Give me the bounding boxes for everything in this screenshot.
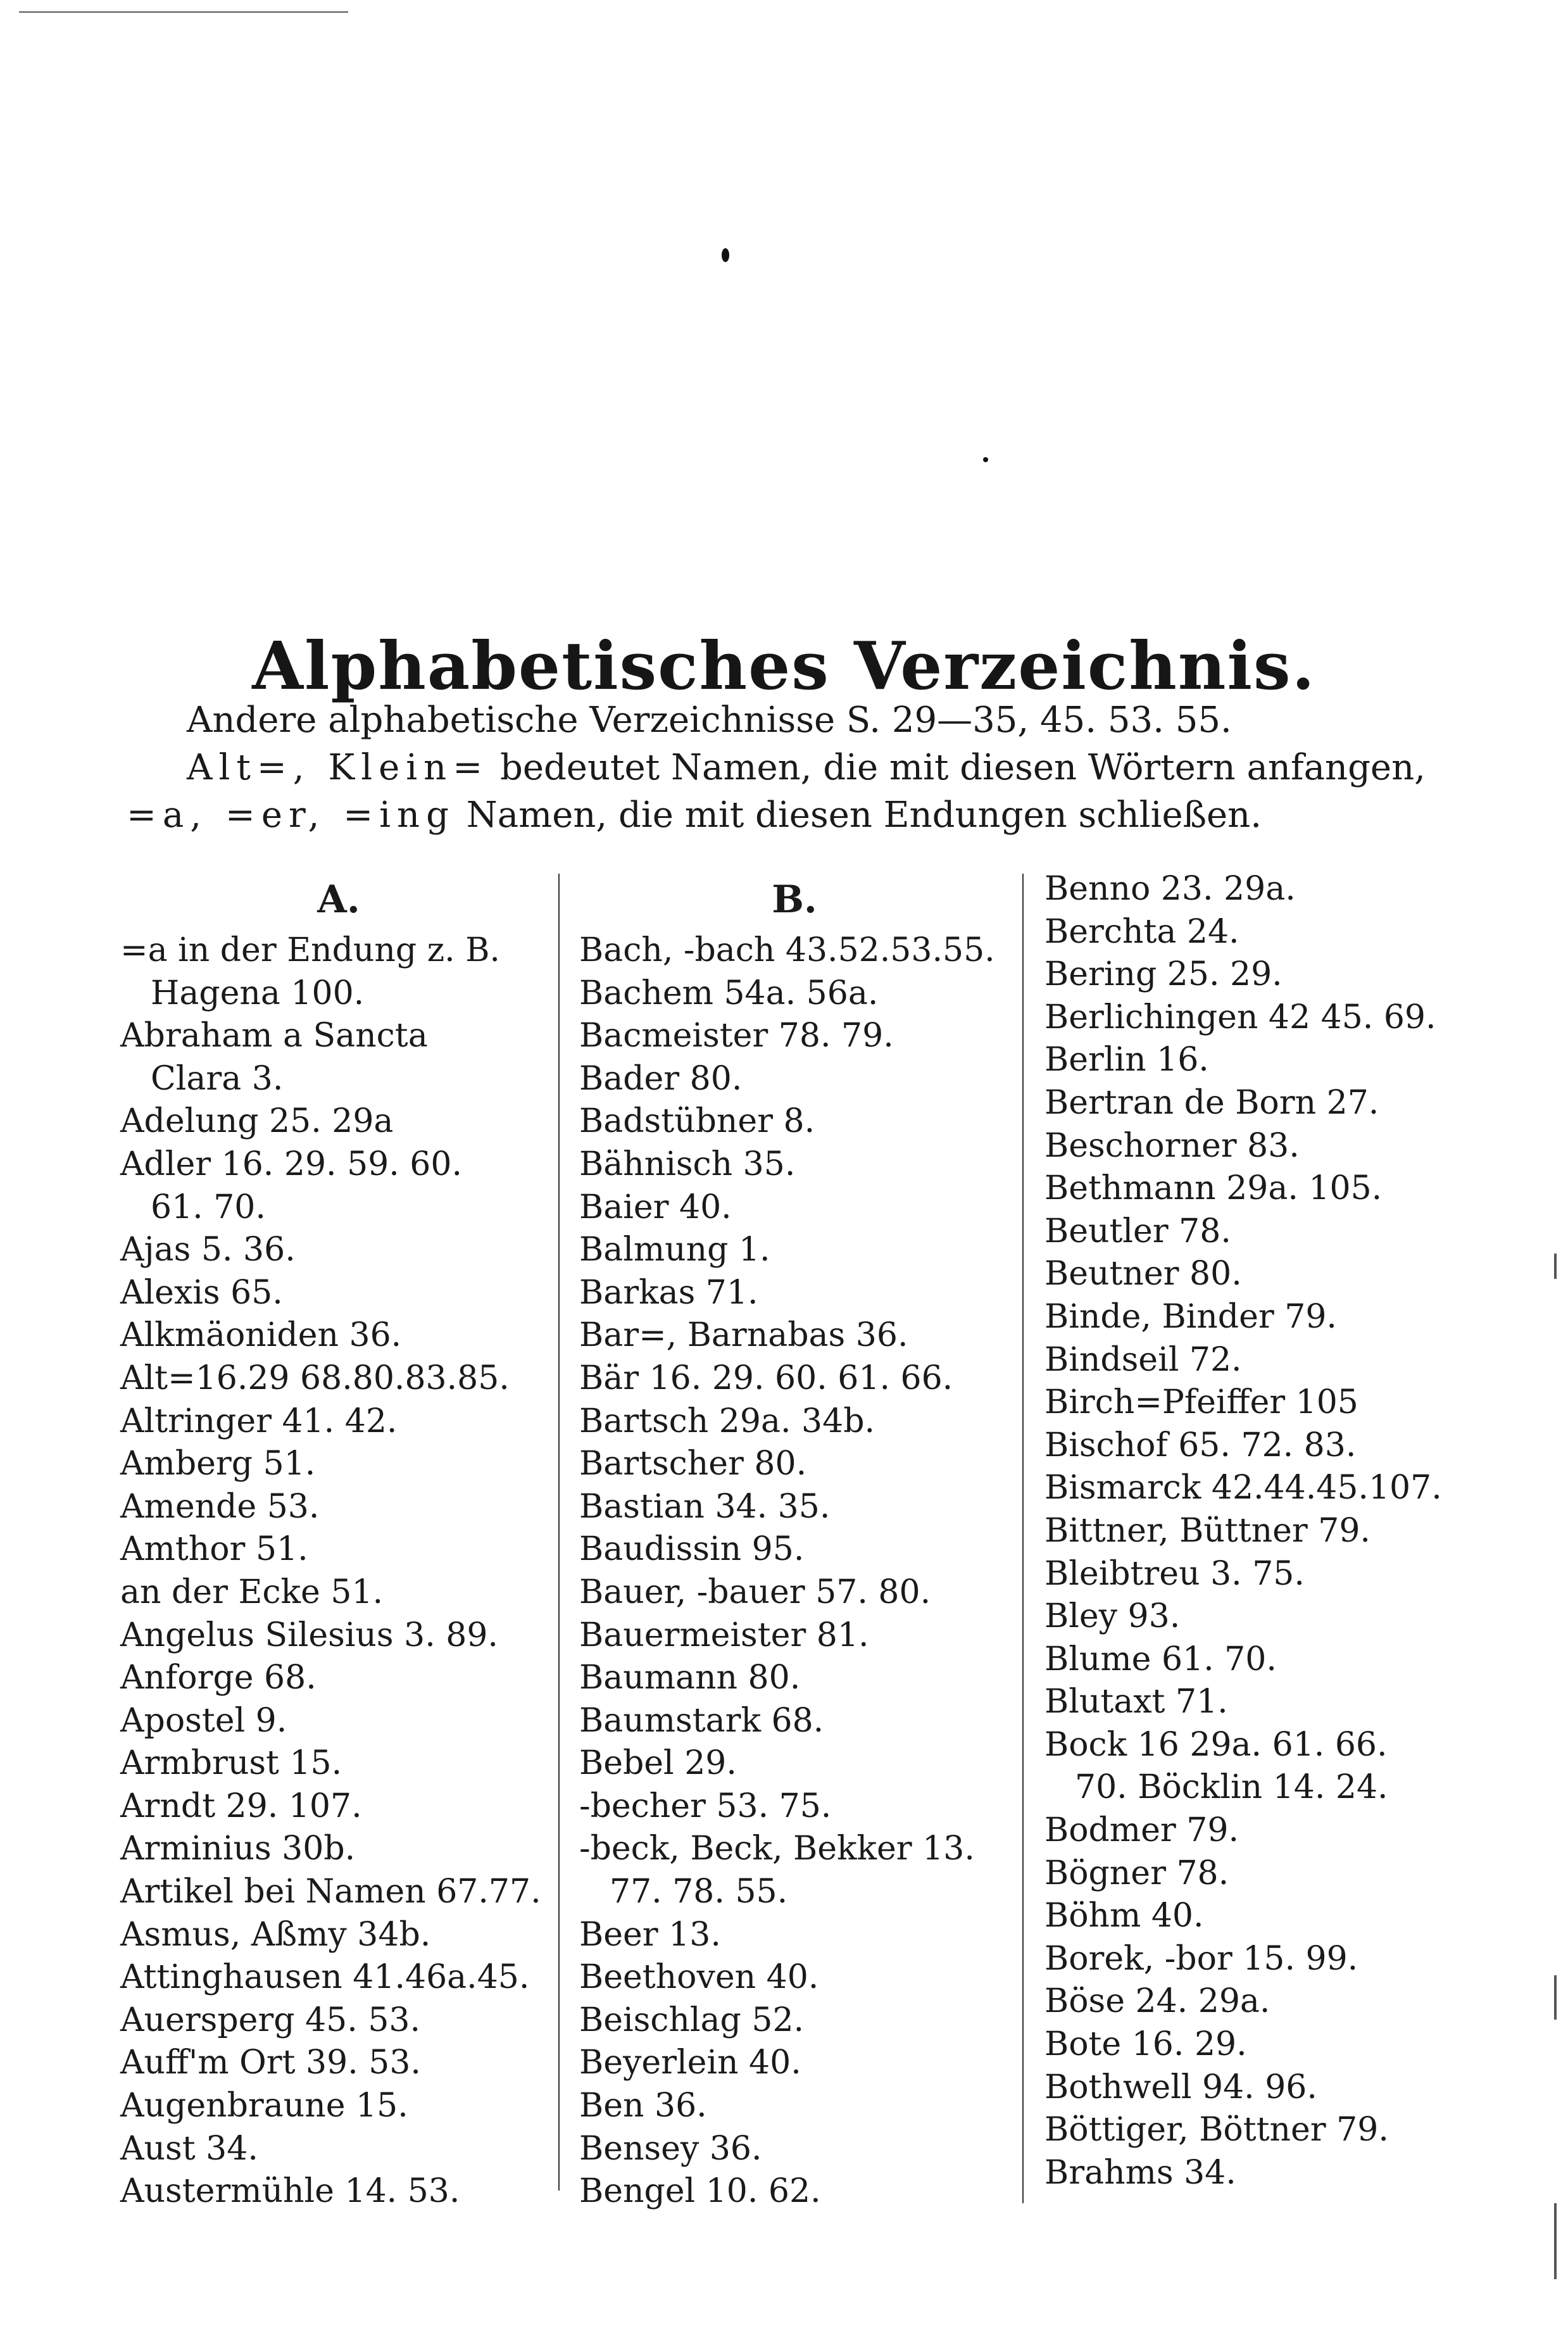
index-entry: Alkmäoniden 36. xyxy=(120,1316,402,1355)
column-heading-b: B. xyxy=(772,877,817,922)
index-entry: Bähnisch 35. xyxy=(579,1145,796,1183)
index-entry: Bauermeister 81. xyxy=(579,1616,869,1654)
index-entry: Bock 16 29a. 61. 66. xyxy=(1044,1725,1388,1764)
index-entry: Auersperg 45. 53. xyxy=(120,2001,421,2039)
index-entry: Badstübner 8. xyxy=(579,1102,815,1141)
intro-line-2 xyxy=(127,744,1462,791)
index-entry: Baumstark 68. xyxy=(579,1701,824,1740)
index-entry: Amberg 51. xyxy=(120,1445,316,1483)
intro-line-3-prefix: =a, =er, =ing xyxy=(127,795,455,836)
intro-line-1: Andere alphabetische Verzeichnisse S. 29—35, 45. 53. 55. xyxy=(187,700,1232,741)
index-entry: Binde, Binder 79. xyxy=(1044,1297,1337,1336)
index-entry: Bismarck 42.44.45.107. xyxy=(1044,1469,1442,1507)
index-entry: Beutner 80. xyxy=(1044,1255,1242,1293)
index-entry: Attinghausen 41.46a.45. xyxy=(120,1958,530,1997)
index-entry-continuation: 61. 70. xyxy=(151,1188,266,1226)
intro-line-2-prefix: Alt=, Klein= xyxy=(187,747,489,788)
index-entry: Bethmann 29a. 105. xyxy=(1044,1169,1383,1208)
index-entry: Bley 93. xyxy=(1044,1597,1181,1636)
index-entry: Bach, -bach 43.52.53.55. xyxy=(579,931,995,969)
intro-line-3-rest: Namen, die mit diesen Endungen schließen. xyxy=(455,795,1262,836)
index-entry: Berchta 24. xyxy=(1044,912,1239,951)
index-entry: Ajas 5. 36. xyxy=(120,1231,296,1269)
index-entry: Bartsch 29a. 34b. xyxy=(579,1402,875,1440)
index-entry: Beutler 78. xyxy=(1044,1212,1231,1250)
index-entry-continuation: 77. 78. 55. xyxy=(610,1873,788,1911)
index-entry: Birch=Pfeiffer 105 xyxy=(1044,1383,1358,1422)
index-entry: Bering 25. 29. xyxy=(1044,955,1283,994)
index-entry: Apostel 9. xyxy=(120,1701,287,1740)
print-speck-2 xyxy=(983,457,988,462)
index-entry: Brahms 34. xyxy=(1044,2153,1236,2192)
index-entry: Beschorner 83. xyxy=(1044,1126,1300,1165)
index-entry: Bachem 54a. 56a. xyxy=(579,974,879,1012)
index-entry: Adler 16. 29. 59. 60. xyxy=(120,1145,463,1183)
index-entry-continuation: Clara 3. xyxy=(151,1059,284,1098)
index-entry: Amende 53. xyxy=(120,1487,320,1526)
index-entry: Ben 36. xyxy=(579,2087,707,2125)
top-edge-rule xyxy=(19,11,348,13)
index-entry: Auff'm Ort 39. 53. xyxy=(120,2044,421,2082)
index-entry: Balmung 1. xyxy=(579,1231,770,1269)
index-entry: Bittner, Büttner 79. xyxy=(1044,1511,1370,1550)
index-entry: Aust 34. xyxy=(120,2129,258,2168)
index-entry: Bleibtreu 3. 75. xyxy=(1044,1554,1305,1593)
index-entry: Anforge 68. xyxy=(120,1659,317,1697)
index-entry: Bacmeister 78. 79. xyxy=(579,1017,894,1055)
index-entry: Bodmer 79. xyxy=(1044,1811,1239,1850)
intro-paragraph xyxy=(127,696,1462,839)
index-entry: Bartscher 80. xyxy=(579,1445,807,1483)
index-entry: Beer 13. xyxy=(579,1915,721,1954)
index-column-b xyxy=(579,871,1010,2213)
index-entry: Artikel bei Namen 67.77. xyxy=(120,1873,541,1911)
index-entry: Bar=, Barnabas 36. xyxy=(579,1316,908,1355)
index-entry: Altringer 41. 42. xyxy=(120,1402,398,1440)
index-entry-continuation: 70. Böcklin 14. 24. xyxy=(1075,1768,1388,1807)
index-entry-continuation: Hagena 100. xyxy=(151,974,365,1012)
index-entry: Blume 61. 70. xyxy=(1044,1640,1277,1678)
print-speck-1 xyxy=(722,248,729,262)
index-entry: Böttiger, Böttner 79. xyxy=(1044,2111,1389,2149)
index-column-b-continued xyxy=(1044,868,1488,2194)
index-column-a xyxy=(120,871,557,2213)
index-entry: Abraham a Sancta xyxy=(120,1017,428,1055)
index-entry: Benno 23. 29a. xyxy=(1044,870,1296,908)
index-entry: Armbrust 15. xyxy=(120,1744,342,1783)
column-divider-2 xyxy=(1022,874,1024,2203)
index-entry: Bär 16. 29. 60. 61. 66. xyxy=(579,1359,953,1397)
index-entry: Alt=16.29 68.80.83.85. xyxy=(120,1359,510,1397)
index-entry: Baumann 80. xyxy=(579,1659,801,1697)
index-entry: Bischof 65. 72. 83. xyxy=(1044,1426,1357,1464)
index-entry: Bögner 78. xyxy=(1044,1854,1229,1892)
index-entry: Amthor 51. xyxy=(120,1530,308,1569)
index-entry: Bindseil 72. xyxy=(1044,1340,1242,1379)
index-entry: =a in der Endung z. B. xyxy=(120,931,500,969)
index-entry: Blutaxt 71. xyxy=(1044,1683,1228,1721)
page-title: Alphabetisches Verzeichnis. xyxy=(252,626,1316,705)
index-entry: Arminius 30b. xyxy=(120,1830,356,1868)
index-entry: -beck, Beck, Bekker 13. xyxy=(579,1830,975,1868)
column-divider-1 xyxy=(558,874,560,2191)
index-entry: Baier 40. xyxy=(579,1188,732,1226)
index-entry: Baudissin 95. xyxy=(579,1530,805,1569)
index-entry: Beyerlein 40. xyxy=(579,2044,801,2082)
intro-line-2-rest: bedeutet Namen, die mit diesen Wörtern anfangen, xyxy=(489,747,1426,788)
index-entry: Borek, -bor 15. 99. xyxy=(1044,1939,1358,1978)
index-entry: Austermühle 14. 53. xyxy=(120,2172,460,2211)
index-entry: Bader 80. xyxy=(579,1059,743,1098)
index-entry: Böhm 40. xyxy=(1044,1897,1204,1935)
index-entry: Bertran de Born 27. xyxy=(1044,1083,1379,1122)
index-entry: Böse 24. 29a. xyxy=(1044,1982,1270,2021)
edge-mark-3 xyxy=(1554,2203,1557,2279)
index-entry: Angelus Silesius 3. 89. xyxy=(120,1616,498,1654)
index-entry: Bengel 10. 62. xyxy=(579,2172,821,2211)
edge-mark-1 xyxy=(1554,1254,1557,1279)
column-heading-a: A. xyxy=(317,877,360,922)
intro-line-3 xyxy=(127,791,1462,839)
index-entry: Arndt 29. 107. xyxy=(120,1787,362,1825)
index-entry: Asmus, Aßmy 34b. xyxy=(120,1915,431,1954)
index-entry: Bothwell 94. 96. xyxy=(1044,2068,1317,2106)
index-entry: Beischlag 52. xyxy=(579,2001,805,2039)
index-entry: Bensey 36. xyxy=(579,2129,762,2168)
index-entry: Alexis 65. xyxy=(120,1273,283,1312)
index-entry: Bote 16. 29. xyxy=(1044,2025,1247,2064)
index-entry: -becher 53. 75. xyxy=(579,1787,832,1825)
index-entry: Bauer, -bauer 57. 80. xyxy=(579,1573,931,1611)
index-entry: Berlin 16. xyxy=(1044,1041,1209,1079)
index-entry: Berlichingen 42 45. 69. xyxy=(1044,998,1436,1036)
index-entry: Beethoven 40. xyxy=(579,1958,819,1997)
edge-mark-2 xyxy=(1554,1975,1557,2020)
index-entry: Bastian 34. 35. xyxy=(579,1487,831,1526)
index-entry: an der Ecke 51. xyxy=(120,1573,384,1611)
index-entry: Bebel 29. xyxy=(579,1744,737,1783)
index-entry: Augenbraune 15. xyxy=(120,2087,408,2125)
index-entry: Barkas 71. xyxy=(579,1273,758,1312)
index-entry: Adelung 25. 29a xyxy=(120,1102,394,1141)
